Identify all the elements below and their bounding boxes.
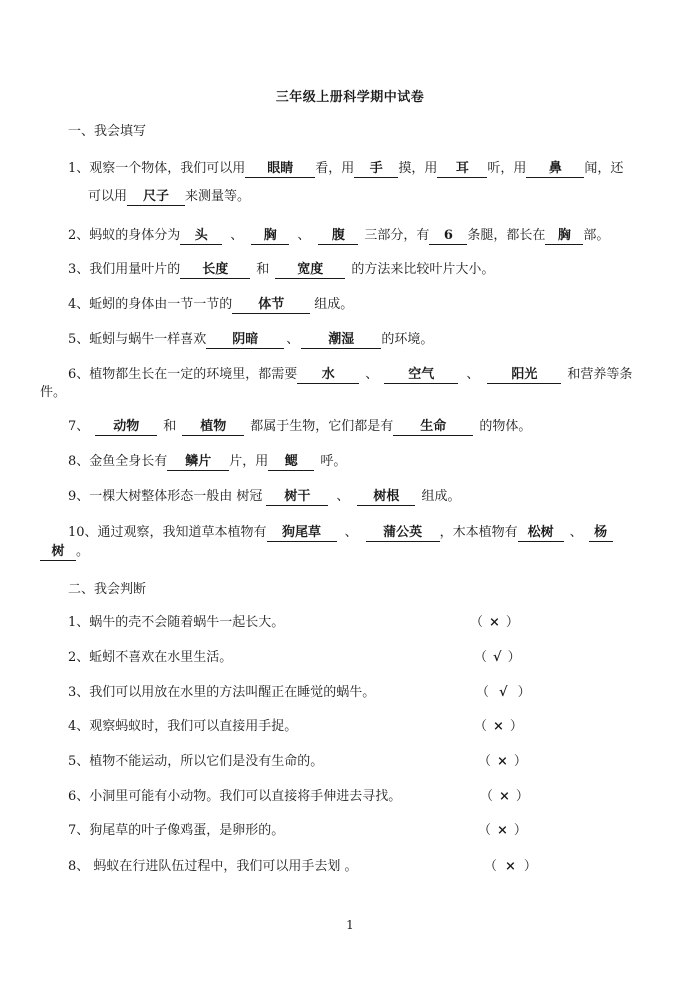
question-9: 9、一棵大树整体形态一般由 树冠 树干 、 树根 组成。	[68, 489, 461, 504]
answer-blank: 蒲公英	[366, 525, 440, 542]
answer-blank: 水	[297, 367, 359, 384]
answer-blank: 尺子	[127, 189, 185, 206]
judge-answer-1: （ × ）	[470, 615, 519, 630]
judge-answer-2: （ √ ）	[474, 650, 521, 665]
question-1-cont: 可以用 尺子 来测量等。	[88, 189, 251, 204]
answer-blank: 胸	[545, 228, 583, 245]
judge-item-5: 5、植物不能运动，所以它们是没有生命的。	[68, 754, 324, 769]
answer-blank: 鼻	[526, 161, 584, 178]
answer-blank: 杨	[589, 525, 613, 542]
section2-heading: 二、我会判断	[68, 582, 147, 597]
page-number: 1	[346, 918, 354, 932]
answer-blank: 阳光	[487, 367, 561, 384]
answer-blank: 植物	[182, 419, 244, 436]
judge-item-4: 4、观察蚂蚁时，我们可以直接用手捉。	[68, 719, 298, 734]
question-8: 8、金鱼全身长有 鳞片 片，用 鳃 呼。	[68, 454, 347, 469]
judge-answer-7: （ × ）	[478, 823, 527, 838]
answer-blank: 宽度	[275, 262, 345, 279]
answer-blank: 胸	[251, 228, 289, 245]
judge-answer-3: （ √ ）	[476, 685, 531, 700]
question-7: 7、 动物 和 植物 都属于生物，它们都是有 生命 的物体。	[68, 419, 532, 434]
answer-blank: 头	[180, 228, 222, 245]
answer-blank: 腹	[318, 228, 358, 245]
answer-blank: 手	[354, 161, 398, 178]
question-1: 1、观察一个物体，我们可以用 眼睛 看，用 手 摸，用 耳 听，用 鼻 闻，还	[68, 161, 624, 176]
answer-blank: 生命	[393, 419, 473, 436]
answer-blank: 长度	[180, 262, 250, 279]
question-3: 3、我们用量叶片的 长度 和 宽度 的方法来比较叶片大小。	[68, 262, 495, 277]
question-6-cont: 件。	[40, 385, 67, 400]
answer-blank: 6	[429, 228, 467, 245]
answer-blank: 鳃	[268, 454, 314, 471]
judge-item-6: 6、小洞里可能有小动物。我们可以直接将手伸进去寻找。	[68, 789, 402, 804]
answer-blank: 阴暗	[206, 332, 284, 349]
question-10-cont: 树 。	[40, 543, 89, 561]
answer-blank: 动物	[95, 419, 157, 436]
answer-blank: 树根	[357, 489, 415, 506]
answer-blank: 潮湿	[301, 332, 381, 349]
judge-answer-4: （ × ）	[474, 719, 523, 734]
judge-item-7: 7、狗尾草的叶子像鸡蛋，是卵形的。	[68, 823, 285, 838]
answer-blank: 体节	[232, 297, 310, 314]
answer-blank: 耳	[437, 161, 487, 178]
question-5: 5、蚯蚓与蜗牛一样喜欢 阴暗 、 潮湿 的环境。	[68, 332, 434, 347]
question-4: 4、蚯蚓的身体由一节一节的 体节 组成。	[68, 297, 354, 312]
exam-title: 三年级上册科学期中试卷	[275, 90, 425, 105]
question-6: 6、植物都生长在一定的环境里，都需要 水 、 空气 、 阳光 和营养等条	[68, 367, 633, 382]
judge-answer-5: （ × ）	[478, 754, 527, 769]
judge-item-3: 3、我们可以用放在水里的方法叫醒正在睡觉的蜗牛。	[68, 685, 376, 700]
answer-blank: 树	[40, 544, 76, 561]
judge-answer-8: （ × ）	[484, 859, 537, 874]
section1-heading: 一、我会填写	[68, 124, 147, 139]
question-10: 10、通过观察，我知道草本植物有 狗尾草 、 蒲公英 ，木本植物有 松树 、 杨	[68, 524, 613, 542]
answer-blank: 空气	[384, 367, 458, 384]
answer-blank: 鳞片	[167, 454, 229, 471]
question-2: 2、蚂蚁的身体分为 头 、 胸 、 腹 三部分，有 6 条腿，都长在 胸 部。	[68, 228, 610, 243]
judge-item-2: 2、蚯蚓不喜欢在水里生活。	[68, 650, 233, 665]
judge-item-8: 8、 蚂蚁在行进队伍过程中，我们可以用手去划 。	[68, 859, 358, 874]
answer-blank: 狗尾草	[267, 525, 337, 542]
answer-blank: 树干	[266, 489, 328, 506]
judge-answer-6: （ × ）	[480, 789, 529, 804]
judge-item-1: 1、蜗牛的壳不会随着蜗牛一起长大。	[68, 615, 285, 630]
answer-blank: 眼睛	[245, 161, 315, 178]
answer-blank: 松树	[518, 525, 564, 542]
